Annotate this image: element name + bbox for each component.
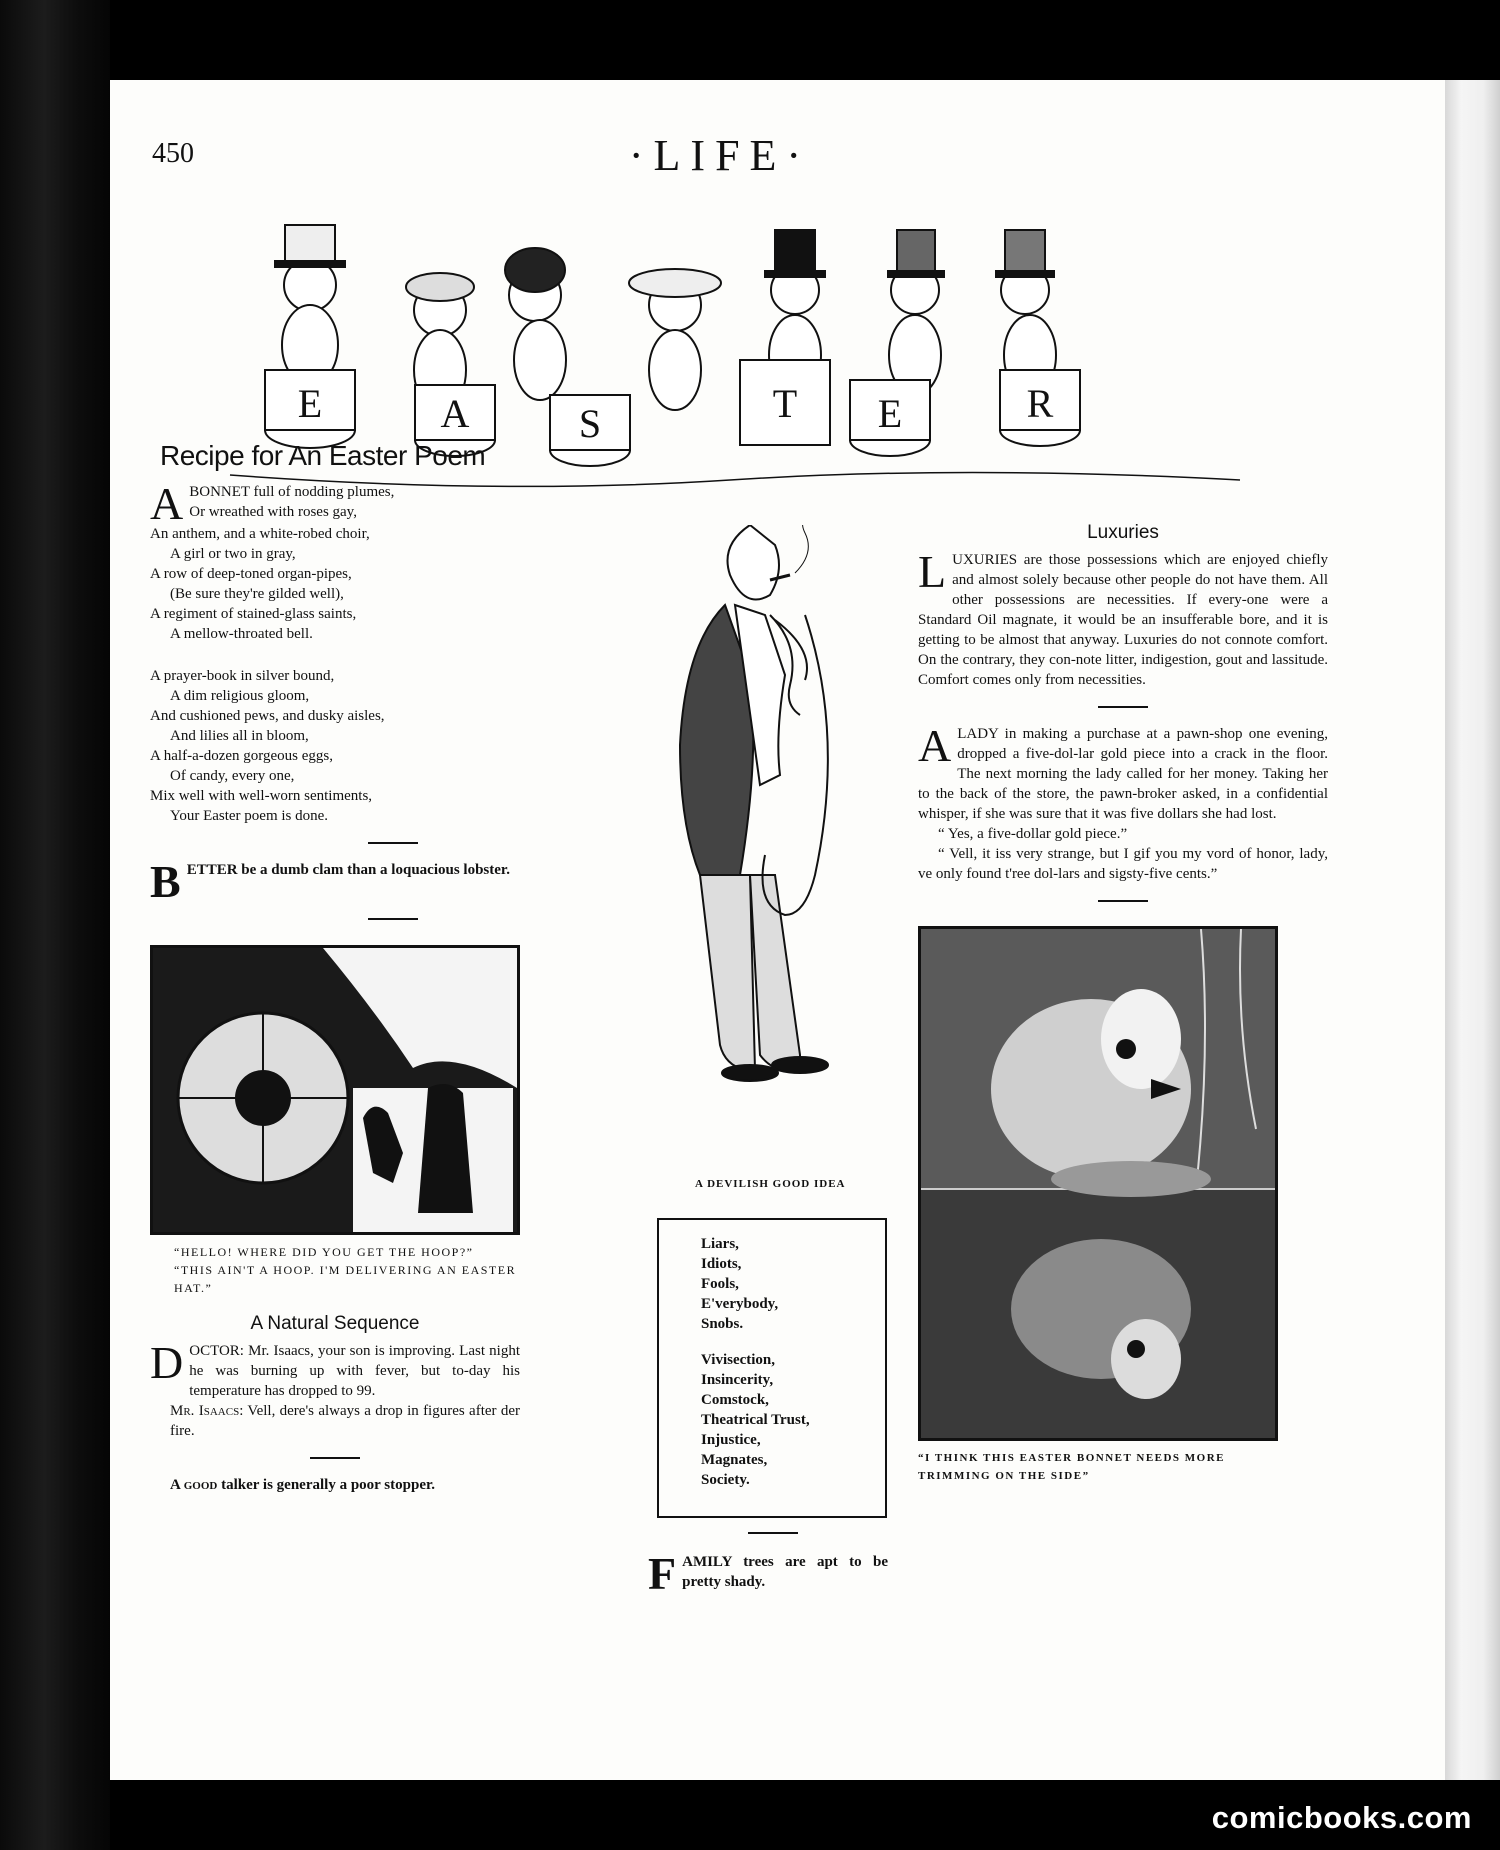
banner-letter-t: T [772, 381, 798, 426]
devilish-caption: A DEVILISH GOOD IDEA [695, 1178, 846, 1190]
verse-line: A girl or two in gray, [170, 546, 296, 562]
verse-line: And cushioned pews, and dusky aisles, [150, 708, 385, 724]
watermark: comicbooks.com [1211, 1800, 1472, 1835]
family-text: AMILY trees are apt to be pretty shady. [682, 1554, 888, 1590]
list-item: Insincerity, [701, 1372, 774, 1388]
book-binding-left [0, 0, 110, 1850]
hoop-caption-line1: “HELLO! WHERE DID YOU GET THE HOOP?” [174, 1245, 474, 1259]
luxuries-title: Luxuries [1087, 522, 1159, 543]
banner-letter-r: R [1026, 381, 1054, 426]
banner-letter-e: E [297, 381, 323, 426]
verse-line: An anthem, and a white-robed choir, [150, 526, 370, 542]
list-item: Magnates, [701, 1452, 768, 1468]
section-divider [748, 1532, 798, 1534]
banner-letter-a: A [440, 391, 470, 436]
verse-line: A prayer-book in silver bound, [150, 668, 335, 684]
section-divider [1098, 900, 1148, 902]
section-divider [310, 1457, 360, 1459]
list-box [657, 1218, 887, 1518]
chick-cartoon-image [918, 926, 1278, 1441]
chick-caption: “I THINK THIS EASTER BONNET NEEDS MORE TRIMMING ON THE SIDE” [918, 1452, 1226, 1482]
better-text: ETTER be a dumb clam than a loquacious lobster. [186, 862, 510, 878]
lady-anecdote [918, 720, 1328, 884]
section-divider [1098, 706, 1148, 708]
list-item: Fools, [701, 1276, 739, 1292]
verse-line: A dim religious gloom, [170, 688, 310, 704]
list-item: Snobs. [701, 1316, 744, 1332]
section-divider [368, 842, 418, 844]
natural-sequence-speaker: Mr. Isaacs [170, 1403, 240, 1419]
lady-text: LADY in making a purchase at a pawn-shop one evening, dropped a five-dol-lar gold piece into a crack in the floor. The next morning the lady called for her money. Taking her to the back of the store, the pawn-broker asked, in a confidential whisper, if she was sure that it was five dollars she had lost. [918, 726, 1328, 822]
natural-sequence-text: OCTOR: Mr. Isaacs, your son is improving. Last night he was burning up with fever, but to-day his temperature has dropped to 99. [189, 1343, 520, 1399]
hoop-caption [150, 1243, 520, 1297]
facing-page-edge [1445, 80, 1500, 1780]
list-item: Society. [701, 1472, 750, 1488]
hoop-cartoon-art [153, 948, 517, 1232]
luxuries-body [918, 546, 1328, 690]
masthead-life: ·LIFE· [628, 131, 812, 180]
list-item: Injustice, [701, 1432, 761, 1448]
list-item: Liars, [701, 1236, 739, 1252]
natural-sequence-title: A Natural Sequence [250, 1313, 420, 1334]
cherub-figure [629, 269, 721, 410]
list-item: Theatrical Trust, [701, 1412, 810, 1428]
verse-line: Or wreathed with roses gay, [189, 504, 357, 520]
lady-line3: “ Vell, it iss very strange, but I gif you my vord of honor, lady, ve only found t'ree dol-lars and sigsty-five cents.” [918, 846, 1328, 882]
luxuries-dropcap: L [918, 546, 947, 597]
talker-text: talker is generally a poor stopper. [217, 1477, 436, 1493]
page-number: 450 [152, 138, 194, 169]
talker-line [150, 1475, 520, 1495]
cherub-figure [888, 230, 944, 395]
banner-letter-e2: E [877, 391, 903, 436]
verse-line: A half-a-dozen gorgeous eggs, [150, 748, 334, 764]
verse-line: A row of deep-toned organ-pipes, [150, 566, 352, 582]
verse-line: A mellow-throated bell. [170, 626, 313, 642]
verse-line: And lilies all in bloom, [170, 728, 309, 744]
banner-letter-s: S [578, 401, 602, 446]
list-item: Comstock, [701, 1392, 769, 1408]
verse-line: Of candy, every one, [170, 768, 295, 784]
verse-line: BONNET full of nodding plumes, [189, 484, 395, 500]
list-item: Idiots, [701, 1256, 742, 1272]
talker-lead: A good [170, 1477, 218, 1493]
hoop-caption-line2: “THIS AIN'T A HOOP. I'M DELIVERING AN EASTER HAT.” [174, 1263, 517, 1295]
poem-title: Recipe for An Easter Poem [160, 440, 486, 471]
natural-sequence-body [150, 1337, 520, 1441]
natural-sequence-dropcap: D [150, 1337, 184, 1388]
verse-line: A regiment of stained-glass saints, [150, 606, 357, 622]
poem-dropcap: A [150, 478, 184, 529]
list-item: E'verybody, [701, 1296, 779, 1312]
hoop-cartoon-image [150, 945, 520, 1235]
lady-dropcap: A [918, 720, 952, 771]
section-divider [368, 918, 418, 920]
better-paragraph [150, 856, 635, 907]
cherub-figure [275, 225, 345, 385]
devilish-gentleman-illustration [655, 525, 895, 1165]
cherub-figure [505, 248, 566, 400]
poem-stanza-2 [150, 666, 635, 826]
better-dropcap: B [150, 856, 181, 907]
natural-sequence-reply: : Vell, dere's always a drop in figures after der fire. [170, 1403, 520, 1439]
verse-line: Your Easter poem is done. [170, 808, 329, 824]
verse-line: (Be sure they're gilded well), [170, 586, 344, 602]
left-column [150, 440, 635, 1495]
luxuries-text: UXURIES are those possessions which are enjoyed chiefly and almost solely because other people do not have them. All other possessions are necessities. If every-one were a Standard Oil magnate, it would be an insufferable bore, and it is getting to be almost that anyway. Luxuries do not connote comfort. On the contrary, they con-note litter, indigestion, gout and lassitude. Comfort comes only from necessities. [918, 552, 1328, 688]
chick-cartoon-art [921, 929, 1275, 1438]
right-column [918, 440, 1328, 1485]
family-dropcap: F [648, 1548, 677, 1599]
lady-line2: “ Yes, a five-dollar gold piece.” [938, 826, 1128, 842]
verse-line: Mix well with well-worn sentiments, [150, 788, 373, 804]
family-trees-paragraph [648, 1548, 888, 1599]
list-item: Vivisection, [701, 1352, 776, 1368]
poem-stanza-1 [150, 478, 635, 644]
